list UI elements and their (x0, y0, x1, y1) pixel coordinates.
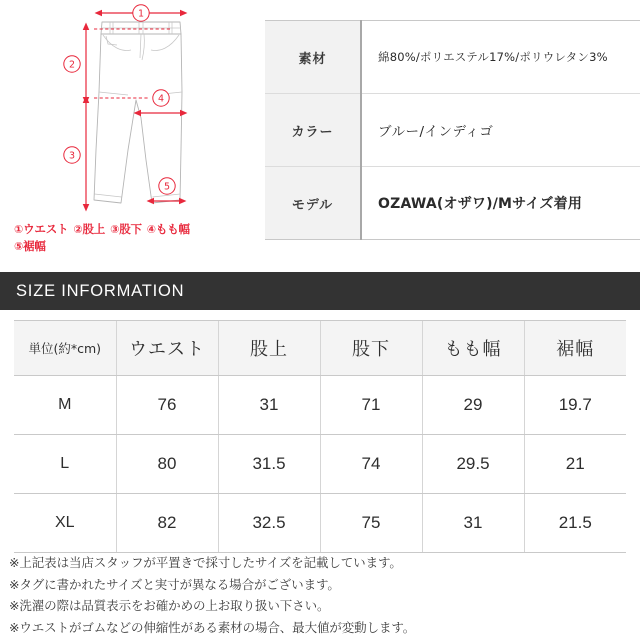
note-line-1: ※上記表は当店スタッフが平置きで採寸したサイズを記載しています。 (9, 555, 402, 570)
note-line-4: ※ウエストがゴムなどの伸縮性がある素材の場合、最大値が変動します。 (9, 619, 416, 635)
info-value-color: ブルー/インディゴ (361, 94, 640, 167)
cell-m-inseam: 71 (320, 376, 422, 435)
legend-item-rise (73, 221, 105, 238)
size-chart-table (14, 320, 626, 553)
legend-item-thigh (147, 221, 190, 238)
info-label-model: モデル (265, 167, 361, 240)
info-label-material: 素材 (265, 21, 361, 94)
svg-text:2: 2 (68, 59, 76, 71)
size-notes (9, 552, 640, 638)
size-table-header-row (14, 321, 626, 376)
column-header-waist: ウエスト (116, 321, 218, 376)
legend-label-3: 股下 (119, 222, 142, 236)
size-table-container (0, 320, 640, 553)
note-line-3: ※洗濯の際は品質表示をお確かめの上お取り扱い下さい。 (9, 598, 330, 613)
size-information-header-bar (0, 272, 640, 310)
cell-xl-inseam: 75 (320, 494, 422, 553)
legend-num-3: ③ (110, 223, 120, 236)
size-label-xl: XL (14, 494, 116, 553)
note-line-2: ※タグに書かれたサイズと実寸が異なる場合がございます。 (9, 576, 340, 592)
svg-text:1: 1 (137, 8, 145, 20)
size-label-m: M (14, 376, 116, 435)
column-header-hem: 裾幅 (524, 321, 626, 376)
legend-num-4: ④ (146, 223, 156, 236)
cell-m-thigh: 29 (422, 376, 524, 435)
column-header-rise: 股上 (218, 321, 320, 376)
column-header-unit: 単位(約*cm) (14, 321, 116, 376)
info-row-material (265, 21, 640, 94)
cell-l-thigh: 29.5 (422, 435, 524, 494)
product-info-table (265, 20, 640, 240)
legend-num-1: ① (14, 223, 24, 236)
section-title: SIZE INFORMATION (16, 281, 185, 300)
info-label-color: カラー (265, 94, 361, 167)
legend-label-5: 裾幅 (23, 239, 46, 253)
table-row (14, 435, 626, 494)
legend-num-2: ② (73, 223, 83, 236)
cell-xl-waist: 82 (116, 494, 218, 553)
table-row (14, 376, 626, 435)
cell-l-waist: 80 (116, 435, 218, 494)
cell-l-rise: 31.5 (218, 435, 320, 494)
legend-label-4: もも幅 (155, 222, 190, 236)
legend-label-1: ウエスト (23, 222, 69, 236)
table-row (14, 494, 626, 553)
cell-xl-hem: 21.5 (524, 494, 626, 553)
cell-m-rise: 31 (218, 376, 320, 435)
cell-l-inseam: 74 (320, 435, 422, 494)
size-diagram-panel (0, 0, 265, 268)
info-value-material: 綿80%/ポリエステル17%/ポリウレタン3% (361, 21, 640, 94)
info-row-model (265, 167, 640, 240)
legend-label-2: 股上 (82, 222, 106, 236)
top-section (0, 0, 640, 268)
size-label-l: L (14, 435, 116, 494)
svg-text:5: 5 (163, 181, 171, 193)
pants-diagram-illustration (0, 0, 265, 220)
svg-text:4: 4 (157, 93, 165, 105)
measurement-legend (14, 221, 264, 255)
cell-m-waist: 76 (116, 376, 218, 435)
legend-item-hem (14, 238, 46, 255)
legend-num-5: ⑤ (14, 240, 24, 253)
cell-xl-thigh: 31 (422, 494, 524, 553)
cell-l-hem: 21 (524, 435, 626, 494)
column-header-inseam: 股下 (320, 321, 422, 376)
cell-m-hem: 19.7 (524, 376, 626, 435)
column-header-thigh: もも幅 (422, 321, 524, 376)
legend-item-waist (14, 221, 68, 238)
info-value-model: OZAWA(オザワ)/Mサイズ着用 (361, 167, 640, 240)
product-info-panel (265, 0, 640, 240)
legend-item-inseam (110, 221, 142, 238)
info-row-color (265, 94, 640, 167)
cell-xl-rise: 32.5 (218, 494, 320, 553)
svg-text:3: 3 (68, 150, 76, 162)
